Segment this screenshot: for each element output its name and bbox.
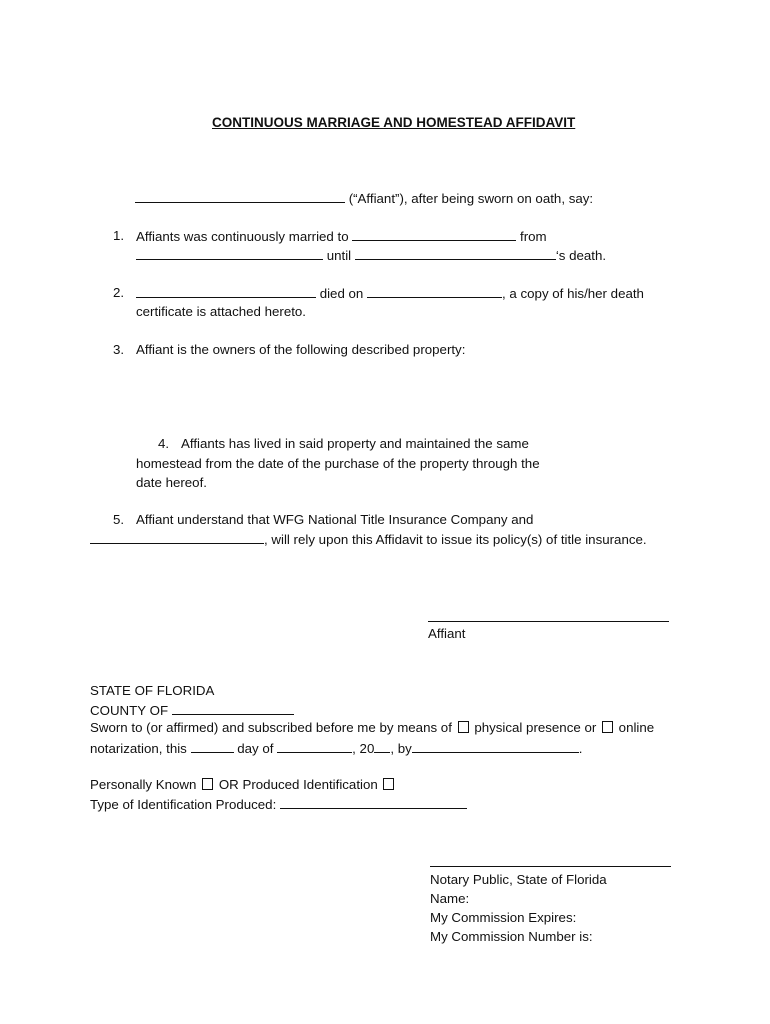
commission-expires-label: My Commission Expires:: [430, 910, 577, 925]
item-2-line-1: [136, 285, 644, 302]
item-4-line-3: date hereof.: [136, 475, 207, 490]
sworn-text-c: online: [618, 720, 655, 735]
known-text-b: OR Produced Identification: [218, 777, 378, 792]
intro-line: [135, 190, 593, 207]
item-1-text-a: Affiants was continuously married to: [136, 229, 349, 244]
state-line: STATE OF FLORIDA: [90, 683, 215, 698]
sworn-text-a: Sworn to (or affirmed) and subscribed before me by means of: [90, 720, 452, 735]
personally-known-checkbox[interactable]: [202, 778, 213, 790]
item-4-line-2: homestead from the date of the purchase of the property through the: [136, 456, 540, 471]
notar-text-e: .: [578, 741, 583, 756]
by-name-blank[interactable]: [412, 740, 579, 753]
affiant-signature-line[interactable]: [428, 621, 669, 622]
notary-title: Notary Public, State of Florida: [430, 872, 607, 887]
item-2-line-2: certificate is attached hereto.: [136, 304, 306, 319]
item-1-text-b: from: [520, 229, 547, 244]
county-blank[interactable]: [172, 702, 294, 715]
intro-text: (“Affiant”), after being sworn on oath, say:: [348, 191, 594, 206]
notar-text-d: , by: [390, 741, 412, 756]
item-1-line-1: [136, 228, 547, 245]
document-title: CONTINUOUS MARRIAGE AND HOMESTEAD AFFIDAVIT: [212, 115, 576, 130]
notary-signature-line[interactable]: [430, 866, 671, 867]
item-1-number: 1.: [113, 228, 125, 243]
spouse-name-blank[interactable]: [352, 228, 516, 241]
id-type-line: [90, 796, 467, 813]
item-1-line-2: [136, 247, 606, 264]
death-date-blank[interactable]: [367, 285, 502, 298]
item-1-text-d: ‘s death.: [555, 248, 607, 263]
commission-number-label: My Commission Number is:: [430, 929, 593, 944]
item-5-number: 5.: [113, 512, 125, 527]
item-3-text: Affiant is the owners of the following described property:: [136, 342, 466, 357]
day-blank[interactable]: [191, 740, 234, 753]
item-5-line-1: Affiant understand that WFG National Title Insurance Company and: [136, 512, 534, 527]
produced-id-checkbox[interactable]: [383, 778, 394, 790]
sworn-text-b: physical presence or: [474, 720, 597, 735]
item-2-text-a: died on: [319, 286, 364, 301]
notar-text-c: , 20: [352, 741, 375, 756]
item-5-text-b: , will rely upon this Affidavit to issue its policy(s) of title insurance.: [264, 532, 647, 547]
item-4-number: 4.: [158, 436, 170, 451]
known-text-a: Personally Known: [90, 777, 197, 792]
lender-name-blank[interactable]: [90, 531, 264, 544]
affiant-signature-label: Affiant: [428, 626, 466, 641]
id-type-blank[interactable]: [280, 796, 467, 809]
notar-text-b: day of: [237, 741, 274, 756]
item-3-number: 3.: [113, 342, 125, 357]
physical-presence-checkbox[interactable]: [458, 721, 469, 733]
deceased-name-blank-2[interactable]: [136, 285, 316, 298]
marriage-start-blank[interactable]: [136, 247, 323, 260]
sworn-line: [90, 720, 654, 736]
id-type-label: Type of Identification Produced:: [90, 797, 277, 812]
county-label: COUNTY OF: [90, 703, 169, 718]
deceased-name-blank-1[interactable]: [355, 247, 556, 260]
item-4-line-1: Affiants has lived in said property and maintained the same: [181, 436, 529, 451]
county-line: [90, 702, 294, 719]
notarization-line: [90, 740, 583, 757]
notar-text-a: notarization, this: [90, 741, 187, 756]
affiant-name-blank[interactable]: [135, 190, 345, 203]
month-blank[interactable]: [277, 740, 352, 753]
item-5-line-2: [90, 531, 647, 548]
item-2-text-b: , a copy of his/her death: [502, 286, 644, 301]
year-blank[interactable]: [374, 740, 390, 753]
item-2-number: 2.: [113, 285, 125, 300]
notary-name-label: Name:: [430, 891, 470, 906]
online-notarization-checkbox[interactable]: [602, 721, 613, 733]
identification-line: [90, 777, 396, 793]
item-1-text-c: until: [326, 248, 352, 263]
